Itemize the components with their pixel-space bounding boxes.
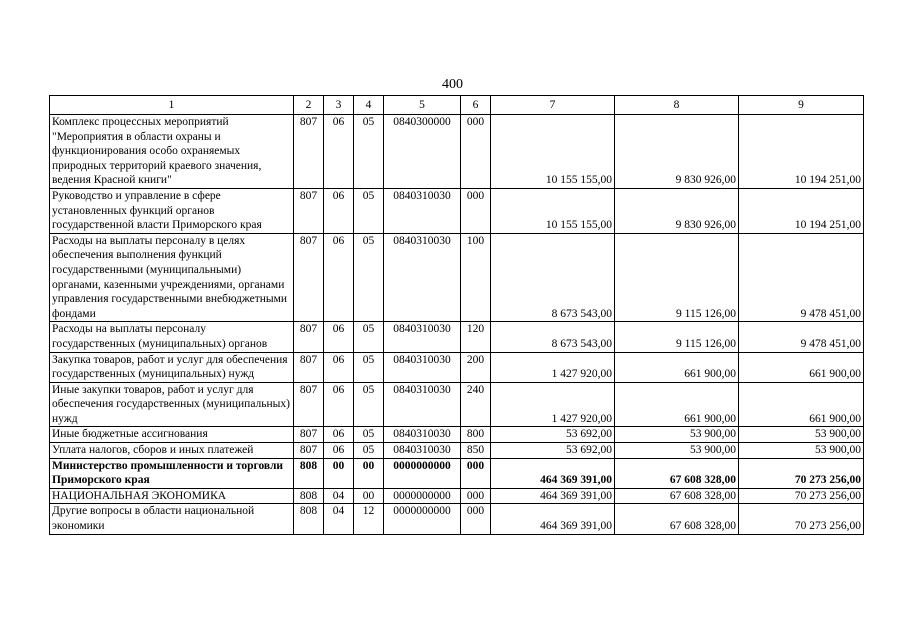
header-cell: 2 (294, 96, 324, 115)
row-amount-cell: 70 273 256,00 (739, 488, 864, 504)
row-amount-cell: 464 369 391,00 (491, 488, 615, 504)
row-target-article-cell: 0000000000 (384, 458, 461, 488)
row-subsection-cell: 00 (354, 458, 384, 488)
row-target-article-cell: 0840310030 (384, 233, 461, 322)
row-amount-cell: 9 115 126,00 (615, 322, 739, 352)
row-subsection-cell: 00 (354, 488, 384, 504)
budget-table (49, 95, 864, 535)
row-subsection-cell: 05 (354, 443, 384, 459)
row-name-cell: Комплекс процессных мероприятий "Мероприятия в области охраны и функционирования особо охраняемых природных территорий краевого значения, ведения Красной книги" (50, 115, 294, 189)
row-name-cell: Иные бюджетные ассигнования (50, 427, 294, 443)
row-amount-cell: 661 900,00 (615, 352, 739, 382)
row-expense-type-cell: 100 (461, 233, 491, 322)
row-code-cell: 808 (294, 458, 324, 488)
row-amount-cell: 70 273 256,00 (739, 458, 864, 488)
row-amount-cell: 53 900,00 (739, 427, 864, 443)
row-subsection-cell: 05 (354, 382, 384, 427)
row-code-cell: 807 (294, 115, 324, 189)
row-amount-cell: 9 830 926,00 (615, 188, 739, 233)
row-subsection-cell: 05 (354, 352, 384, 382)
row-name-cell: Другие вопросы в области национальной экономики (50, 504, 294, 534)
row-section-cell: 04 (324, 488, 354, 504)
table-row (50, 504, 864, 534)
table-row (50, 352, 864, 382)
row-amount-cell: 53 900,00 (615, 443, 739, 459)
row-code-cell: 808 (294, 504, 324, 534)
header-cell: 4 (354, 96, 384, 115)
row-subsection-cell: 12 (354, 504, 384, 534)
row-subsection-cell: 05 (354, 322, 384, 352)
row-subsection-cell: 05 (354, 233, 384, 322)
row-target-article-cell: 0000000000 (384, 488, 461, 504)
row-name-cell: Руководство и управление в сфере установленных функций органов государственной власти Приморского края (50, 188, 294, 233)
row-amount-cell: 8 673 543,00 (491, 322, 615, 352)
row-amount-cell: 10 194 251,00 (739, 188, 864, 233)
row-code-cell: 807 (294, 352, 324, 382)
row-code-cell: 807 (294, 233, 324, 322)
row-name-cell: Уплата налогов, сборов и иных платежей (50, 443, 294, 459)
table-row (50, 322, 864, 352)
row-target-article-cell: 0840310030 (384, 352, 461, 382)
row-amount-cell: 9 830 926,00 (615, 115, 739, 189)
table-row (50, 458, 864, 488)
row-target-article-cell: 0840310030 (384, 322, 461, 352)
row-subsection-cell: 05 (354, 115, 384, 189)
row-expense-type-cell: 850 (461, 443, 491, 459)
row-expense-type-cell: 000 (461, 488, 491, 504)
row-amount-cell: 67 608 328,00 (615, 488, 739, 504)
row-name-cell: НАЦИОНАЛЬНАЯ ЭКОНОМИКА (50, 488, 294, 504)
row-target-article-cell: 0840310030 (384, 443, 461, 459)
row-section-cell: 06 (324, 443, 354, 459)
row-amount-cell: 661 900,00 (615, 382, 739, 427)
header-cell: 8 (615, 96, 739, 115)
row-name-cell: Расходы на выплаты персоналу государственных (муниципальных) органов (50, 322, 294, 352)
row-code-cell: 807 (294, 382, 324, 427)
row-amount-cell: 10 155 155,00 (491, 188, 615, 233)
table-body (50, 115, 864, 535)
row-amount-cell: 1 427 920,00 (491, 382, 615, 427)
row-name-cell: Министерство промышленности и торговли Приморского края (50, 458, 294, 488)
row-target-article-cell: 0840300000 (384, 115, 461, 189)
row-section-cell: 06 (324, 322, 354, 352)
row-expense-type-cell: 000 (461, 115, 491, 189)
row-target-article-cell: 0000000000 (384, 504, 461, 534)
row-target-article-cell: 0840310030 (384, 382, 461, 427)
header-cell: 7 (491, 96, 615, 115)
row-code-cell: 807 (294, 322, 324, 352)
row-expense-type-cell: 120 (461, 322, 491, 352)
header-cell: 6 (461, 96, 491, 115)
header-cell: 3 (324, 96, 354, 115)
row-expense-type-cell: 200 (461, 352, 491, 382)
table-row (50, 382, 864, 427)
row-code-cell: 807 (294, 427, 324, 443)
row-name-cell: Закупка товаров, работ и услуг для обеспечения государственных (муниципальных) нужд (50, 352, 294, 382)
page-number: 400 (442, 77, 463, 92)
row-amount-cell: 70 273 256,00 (739, 504, 864, 534)
row-code-cell: 808 (294, 488, 324, 504)
row-code-cell: 807 (294, 443, 324, 459)
row-amount-cell: 661 900,00 (739, 352, 864, 382)
row-section-cell: 06 (324, 233, 354, 322)
header-cell: 5 (384, 96, 461, 115)
row-name-cell: Иные закупки товаров, работ и услуг для обеспечения государственных (муниципальных) нужд (50, 382, 294, 427)
row-amount-cell: 9 115 126,00 (615, 233, 739, 322)
row-expense-type-cell: 000 (461, 188, 491, 233)
row-target-article-cell: 0840310030 (384, 427, 461, 443)
row-amount-cell: 8 673 543,00 (491, 233, 615, 322)
row-amount-cell: 10 194 251,00 (739, 115, 864, 189)
row-amount-cell: 53 692,00 (491, 443, 615, 459)
row-section-cell: 06 (324, 188, 354, 233)
row-amount-cell: 10 155 155,00 (491, 115, 615, 189)
row-section-cell: 06 (324, 427, 354, 443)
row-section-cell: 04 (324, 504, 354, 534)
row-code-cell: 807 (294, 188, 324, 233)
row-amount-cell: 53 692,00 (491, 427, 615, 443)
row-amount-cell: 1 427 920,00 (491, 352, 615, 382)
row-amount-cell: 67 608 328,00 (615, 458, 739, 488)
table-row (50, 115, 864, 189)
row-section-cell: 00 (324, 458, 354, 488)
row-expense-type-cell: 240 (461, 382, 491, 427)
row-amount-cell: 9 478 451,00 (739, 322, 864, 352)
header-row (50, 96, 864, 115)
row-amount-cell: 9 478 451,00 (739, 233, 864, 322)
header-cell: 9 (739, 96, 864, 115)
header-cell: 1 (50, 96, 294, 115)
row-expense-type-cell: 000 (461, 458, 491, 488)
table-row (50, 188, 864, 233)
row-amount-cell: 661 900,00 (739, 382, 864, 427)
row-amount-cell: 67 608 328,00 (615, 504, 739, 534)
row-expense-type-cell: 000 (461, 504, 491, 534)
row-subsection-cell: 05 (354, 188, 384, 233)
table-row (50, 233, 864, 322)
row-section-cell: 06 (324, 352, 354, 382)
row-subsection-cell: 05 (354, 427, 384, 443)
row-target-article-cell: 0840310030 (384, 188, 461, 233)
table-row (50, 443, 864, 459)
row-section-cell: 06 (324, 382, 354, 427)
row-name-cell: Расходы на выплаты персоналу в целях обеспечения выполнения функций государственными (муниципальными) органами, казенными учреждениями, органами управления государственными внебюджетными фондами (50, 233, 294, 322)
row-amount-cell: 53 900,00 (739, 443, 864, 459)
row-expense-type-cell: 800 (461, 427, 491, 443)
table-row (50, 427, 864, 443)
row-amount-cell: 464 369 391,00 (491, 504, 615, 534)
row-section-cell: 06 (324, 115, 354, 189)
row-amount-cell: 464 369 391,00 (491, 458, 615, 488)
row-amount-cell: 53 900,00 (615, 427, 739, 443)
table-row (50, 488, 864, 504)
